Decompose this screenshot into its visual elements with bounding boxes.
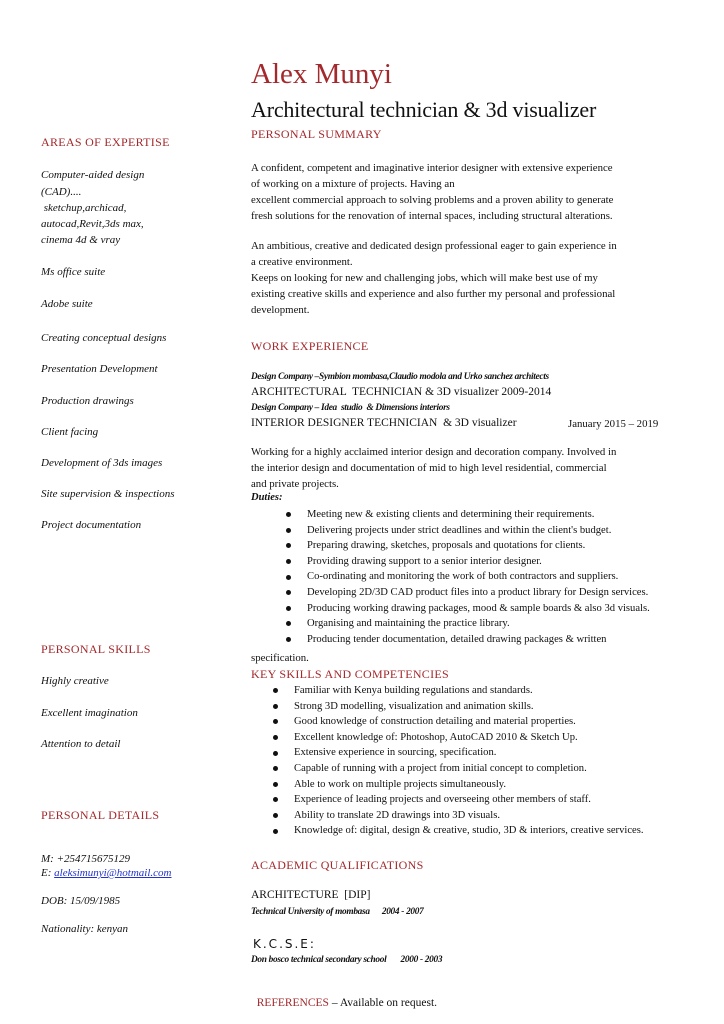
company-1: Design Company –Symbion mombasa,Claudio modola and Urko sanchez architects (251, 372, 549, 382)
references-label: REFERENCES (256, 997, 329, 1009)
bullet-icon (286, 512, 291, 517)
list-item: Delivering projects under strict deadlines and within the client's budget. (0, 523, 724, 539)
bullet-icon (286, 606, 291, 611)
summary-line: a creative environment. (251, 256, 353, 268)
bullet-icon (273, 797, 278, 802)
candidate-title: Architectural technician & 3d visualizer (251, 97, 597, 122)
summary-paragraph-1 (251, 160, 613, 224)
summary-line: existing creative skills and experience and also further my personal and professional (251, 288, 616, 300)
expertise-item: Ms office suite (41, 266, 106, 278)
expertise-item: Creating conceptual designs (41, 332, 167, 344)
expertise-line: (CAD).... (41, 186, 82, 198)
company-2: Design Company – Idea studio & Dimensions interiors (251, 403, 450, 413)
bullet-icon (273, 813, 278, 818)
skill-item: Excellent imagination (41, 707, 138, 719)
bullet-icon (286, 590, 291, 595)
academic-heading: ACADEMIC QUALIFICATIONS (251, 858, 424, 872)
bullet-icon (286, 637, 291, 642)
work-description (251, 444, 616, 492)
skill-item: Attention to detail (41, 738, 121, 750)
bullet-icon (273, 751, 278, 756)
skill-item: Highly creative (41, 675, 109, 687)
list-item: Developing 2D/3D CAD product files into a product library for Design services. (0, 585, 724, 601)
list-item: Strong 3D modelling, visualization and animation skills. (0, 699, 724, 715)
summary-paragraph-2 (251, 238, 617, 318)
expertise-item: Site supervision & inspections (41, 488, 175, 500)
work-desc-line: Working for a highly acclaimed interior design and decoration company. Involved in (251, 446, 617, 458)
role-2-dates: January 2015 – 2019 (568, 418, 659, 430)
list-item: Preparing drawing, sketches, proposals and quotations for clients. (0, 538, 724, 554)
bullet-icon (273, 766, 278, 771)
bullet-icon (286, 621, 291, 626)
list-item: Meeting new & existing clients and determining their requirements. (0, 507, 724, 523)
list-item: Producing tender documentation, detailed drawing packages & written (0, 632, 724, 648)
date-of-birth: DOB: 15/09/1985 (41, 895, 121, 907)
bullet-icon (273, 719, 278, 724)
bullet-icon (286, 543, 291, 548)
qualification-1-school: Technical University of mombasa 2004 - 2007 (251, 907, 424, 917)
list-item: Familiar with Kenya building regulations and standards. (0, 683, 724, 699)
bullet-icon (286, 575, 291, 580)
summary-line: fresh solutions for the renovation of internal spaces, including structural alterations. (251, 210, 613, 222)
nationality: Nationality: kenyan (41, 923, 129, 935)
summary-heading: PERSONAL SUMMARY (251, 127, 382, 141)
duties-wrap: specification. (251, 652, 309, 664)
expertise-line: Computer-aided design (41, 169, 145, 181)
qualification-1-title: ARCHITECTURE [DIP] (251, 889, 371, 901)
list-item: Producing working drawing packages, mood & sample boards & also 3d visuals. (0, 601, 724, 617)
duties-list (0, 507, 724, 647)
work-desc-line: the interior design and documentation of mid to high level residential, commercial (251, 462, 607, 474)
summary-line: Keeps on looking for new and challenging jobs, which will make best use of my (251, 272, 598, 284)
list-item: Able to work on multiple projects simultaneously. (0, 777, 724, 793)
expertise-item: Development of 3ds images (41, 457, 163, 469)
list-item: Experience of leading projects and overseeing other members of staff. (0, 792, 724, 808)
duties-label: Duties: (251, 492, 283, 503)
expertise-line: sketchup,archicad, (41, 202, 127, 214)
expertise-line: autocad,Revit,3ds max, (41, 218, 144, 230)
qualification-2-school: Don bosco technical secondary school 2000 - 2003 (251, 955, 443, 965)
phone-number: M: +254715675129 (41, 853, 130, 865)
qualification-2-title: K.C.S.E: (253, 937, 316, 951)
summary-line: A confident, competent and imaginative interior designer with extensive experience (251, 162, 613, 174)
bullet-icon (273, 782, 278, 787)
bullet-icon (273, 704, 278, 709)
expertise-item: Production drawings (41, 395, 134, 407)
list-item: Providing drawing support to a senior interior designer. (0, 554, 724, 570)
summary-line: of working on a mixture of projects. Having an (251, 178, 455, 190)
email-line (41, 865, 172, 881)
email-link[interactable]: aleksimunyi@hotmail.com (54, 867, 172, 879)
list-item: Ability to translate 2D drawings into 3D visuals. (0, 808, 724, 824)
expertise-item: Project documentation (41, 519, 142, 531)
expertise-heading: AREAS OF EXPERTISE (41, 135, 170, 149)
list-item: Co-ordinating and monitoring the work of both contractors and suppliers. (0, 569, 724, 585)
bullet-icon (273, 688, 278, 693)
summary-line: excellent commercial approach to solving problems and a proven ability to generate (251, 194, 614, 206)
list-item: Organising and maintaining the practice library. (0, 616, 724, 632)
summary-line: development. (251, 304, 310, 316)
key-skills-heading: KEY SKILLS AND COMPETENCIES (251, 667, 449, 681)
work-heading: WORK EXPERIENCE (251, 339, 369, 353)
expertise-item: Client facing (41, 426, 99, 438)
list-item: Good knowledge of construction detailing and material properties. (0, 714, 724, 730)
list-item: Capable of running with a project from initial concept to completion. (0, 761, 724, 777)
role-2: INTERIOR DESIGNER TECHNICIAN & 3D visualizer (251, 417, 517, 429)
email-label: E: (41, 867, 55, 879)
references-text: – Available on request. (328, 997, 438, 1009)
references-line (251, 985, 437, 1009)
summary-line: An ambitious, creative and dedicated design professional eager to gain experience in (251, 240, 617, 252)
bullet-icon (286, 559, 291, 564)
expertise-item: Adobe suite (41, 298, 93, 310)
list-item: Knowledge of: digital, design & creative, studio, 3D & interiors, creative services. (0, 823, 724, 839)
bullet-icon (286, 528, 291, 533)
bullet-icon (273, 829, 278, 834)
key-skills-list (0, 683, 724, 839)
role-1: ARCHITECTURAL TECHNICIAN & 3D visualizer 2009-2014 (251, 386, 552, 398)
work-desc-line: and private projects. (251, 478, 339, 490)
list-item: Excellent knowledge of: Photoshop, AutoCAD 2010 & Sketch Up. (0, 730, 724, 746)
expertise-line: cinema 4d & vray (41, 234, 121, 246)
bullet-icon (273, 735, 278, 740)
details-heading: PERSONAL DETAILS (41, 808, 160, 822)
candidate-name: Alex Munyi (251, 58, 392, 90)
expertise-item: Presentation Development (41, 363, 158, 375)
list-item: Extensive experience in sourcing, specification. (0, 745, 724, 761)
skills-heading: PERSONAL SKILLS (41, 642, 151, 656)
